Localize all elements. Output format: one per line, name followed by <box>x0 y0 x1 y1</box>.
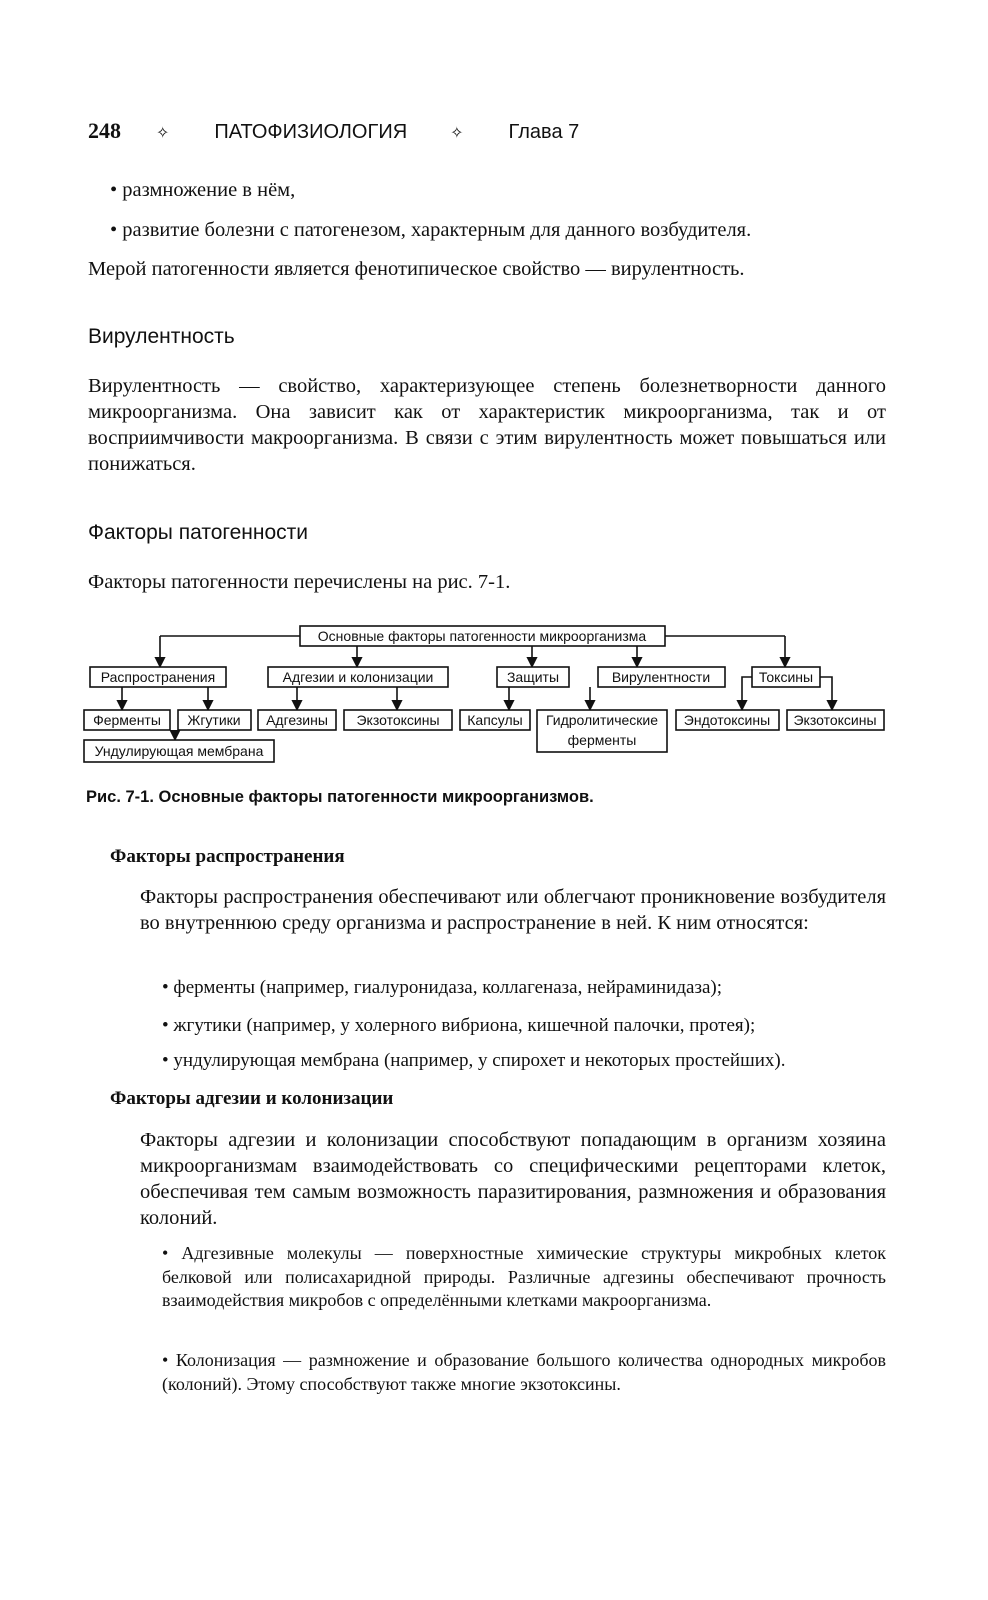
diagram-label-exotoxins-adhesion: Экзотоксины <box>356 712 440 728</box>
spread-paragraph <box>140 884 886 936</box>
diagram-label-spread: Распространения <box>100 669 216 685</box>
diagram-label-toxins: Токсины <box>758 669 814 685</box>
diagram-label-virulence: Вирулентности <box>611 669 711 685</box>
diagram-label-exotoxins-toxins: Экзотоксины <box>793 712 877 728</box>
section-heading-virulence: Вирулентность <box>88 325 235 348</box>
section-heading-adhesion: Факторы адгезии и колонизации <box>110 1088 394 1109</box>
diagram-label-hydrolytic: Гидролитические <box>545 712 659 728</box>
diagram-label-flagella: Жгутики <box>187 712 241 728</box>
diagram-label-hydrolytic-enzymes: ферменты <box>567 732 637 748</box>
section-heading-pathogenicity: Факторы патогенности <box>88 521 308 544</box>
diagram-label-protection: Защиты <box>506 669 560 685</box>
diamond-icon: ✧ <box>156 125 170 142</box>
list-item: • жгутики (например, у холерного вибриона, кишечной палочки, протея); <box>162 1015 756 1036</box>
running-header <box>88 118 579 144</box>
list-item: • развитие болезни с патогенезом, характерным для данного возбудителя. <box>110 219 752 241</box>
diagram-label-capsules: Капсулы <box>467 712 523 728</box>
adhesion-paragraph: Факторы адгезии и колонизации способствуют попадающим в организм хозяина микроорганизмам взаимодействовать со специфическими рецепторами клеток, обеспечивая тем самым возможность паразитирования, размножения и образования колоний. <box>140 1129 886 1229</box>
list-item: • размножение в нём, <box>110 179 296 201</box>
diagram-root-label: Основные факторы патогенности микроорганизма <box>317 628 647 644</box>
section-heading-spread: Факторы распространения <box>110 846 345 867</box>
pathogenicity-paragraph: Факторы патогенности перечислены на рис. 7-1. <box>88 571 511 593</box>
chapter-label: Глава 7 <box>508 121 580 143</box>
diamond-icon: ✧ <box>450 125 464 142</box>
measure-sentence: Мерой патогенности является фенотипическое свойство — вирулентность. <box>88 258 745 280</box>
diagram-label-enzymes: Ферменты <box>93 712 161 728</box>
diagram-label-adhesion: Адгезии и колонизации <box>282 669 434 685</box>
diagram-label-undulating-membrane: Ундулирующая мембрана <box>94 743 264 759</box>
list-item: • Колонизация — размножение и образование большого количества однородных микробов (колоний). Этому способствуют также многие экзотоксины. <box>162 1350 886 1394</box>
virulence-paragraph: Вирулентность — свойство, характеризующее степень болезнетворности данного микроорганизма. Она зависит как от характеристик микроорганизма, так и от восприимчивости макроорганизма. В связи с этим вирулентность может повышаться или понижаться. <box>88 375 886 475</box>
list-item: • ферменты (например, гиалуронидаза, коллагеназа, нейраминидаза); <box>162 977 722 998</box>
book-title: ПАТОФИЗИОЛОГИЯ <box>214 121 408 143</box>
page-number: 248 <box>88 118 121 143</box>
figure-caption: Рис. 7-1. Основные факторы патогенности микроорганизмов. <box>86 788 594 806</box>
diagram-label-endotoxins: Эндотоксины <box>683 712 771 728</box>
list-item: • Адгезивные молекулы — поверхностные химические структуры микробных клеток белковой или полисахаридной природы. Различные адгезины обеспечивают прочность взаимодействия микробов с определёнными клетками макроорганизма. <box>162 1243 886 1310</box>
pathogenicity-factors-diagram <box>0 600 988 790</box>
diagram-label-adhesins: Адгезины <box>266 712 328 728</box>
list-item: • ундулирующая мембрана (например, у спирохет и некоторых простейших). <box>162 1050 786 1071</box>
spread-paragraph-text: Факторы распространения обеспечивают или облегчают проникновение возбудителя во внутреннюю среду организма и распространение в ней. К ним относятся: <box>140 886 886 934</box>
